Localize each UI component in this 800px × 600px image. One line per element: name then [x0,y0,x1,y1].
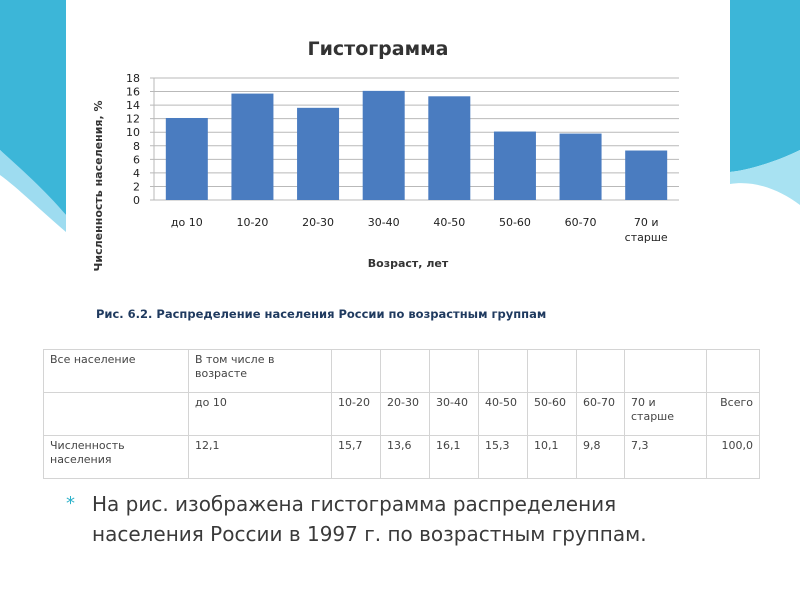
table-cell: 10-20 [332,393,381,436]
bar [297,108,339,200]
table-cell [577,350,625,393]
y-tick-label: 6 [133,153,140,167]
x-tick-label: 20-30 [302,216,335,229]
table-cell: В том числе в возрасте [189,350,332,393]
table-cell: до 10 [189,393,332,436]
x-tick-label: 30-40 [367,216,400,229]
population-table [43,349,760,479]
bar [428,96,470,200]
table-cell: 70 и старше [625,393,707,436]
table-cell [381,350,430,393]
x-tick-layer [171,216,668,244]
bullet-text: На рис. изображена гистограмма распределения населения России в 1997 г. по возрастным группам. [92,492,647,546]
x-tick-label: до 10 [170,216,203,229]
table-cell: 15,3 [479,436,528,479]
y-tick-label: 8 [133,139,140,153]
table-cell: 40-50 [479,393,528,436]
table-cell [625,350,707,393]
x-axis-label: Возраст, лет [367,257,449,270]
table-cell: 16,1 [430,436,479,479]
table-cell: 20-30 [381,393,430,436]
y-axis-label: Численность населения, % [92,100,105,272]
bar [363,91,405,200]
table-cell [44,393,189,436]
table-cell: 100,0 [707,436,760,479]
x-tick-label: 70 и старше [624,216,668,244]
table-cell: 60-70 [577,393,625,436]
chart-panel [66,28,730,328]
y-tick-label: 0 [133,194,140,207]
bar [494,132,536,200]
x-tick-label: 60-70 [564,216,597,229]
table-cell: 30-40 [430,393,479,436]
table-cell [528,350,577,393]
chart-title: Гистограмма [307,38,449,60]
decorative-wave-right [730,0,800,172]
table-row [44,393,760,436]
bar [166,118,208,200]
table-row [44,350,760,393]
y-tick-label: 2 [133,180,140,194]
y-tick-label: 14 [126,99,140,113]
bar [560,134,602,200]
table-cell: 9,8 [577,436,625,479]
bullet-marker: * [66,493,75,514]
y-tick-label: 12 [126,112,140,126]
table-cell: Всего [707,393,760,436]
y-tick-label: 4 [133,166,140,180]
table-cell [479,350,528,393]
table-cell [430,350,479,393]
y-tick-label: 16 [126,85,140,99]
table-cell: 15,7 [332,436,381,479]
x-tick-label: 50-60 [498,216,531,229]
table-cell: Численность населения [44,436,189,479]
table-cell: Все население [44,350,189,393]
table-cell [707,350,760,393]
figure-caption: Рис. 6.2. Распределение населения России по возрастным группам [96,307,547,321]
table-cell: 7,3 [625,436,707,479]
table-row [44,436,760,479]
table-cell: 50-60 [528,393,577,436]
x-tick-label: 40-50 [433,216,466,229]
bar [625,151,667,200]
y-tick-layer [126,72,140,207]
table-cell: 12,1 [189,436,332,479]
table-cell: 13,6 [381,436,430,479]
x-tick-label: 10-20 [236,216,269,229]
table-cell [332,350,381,393]
histogram-chart [66,28,730,328]
table-cell: 10,1 [528,436,577,479]
bar [231,94,273,200]
y-tick-label: 10 [126,126,140,140]
y-tick-label: 18 [126,72,140,85]
